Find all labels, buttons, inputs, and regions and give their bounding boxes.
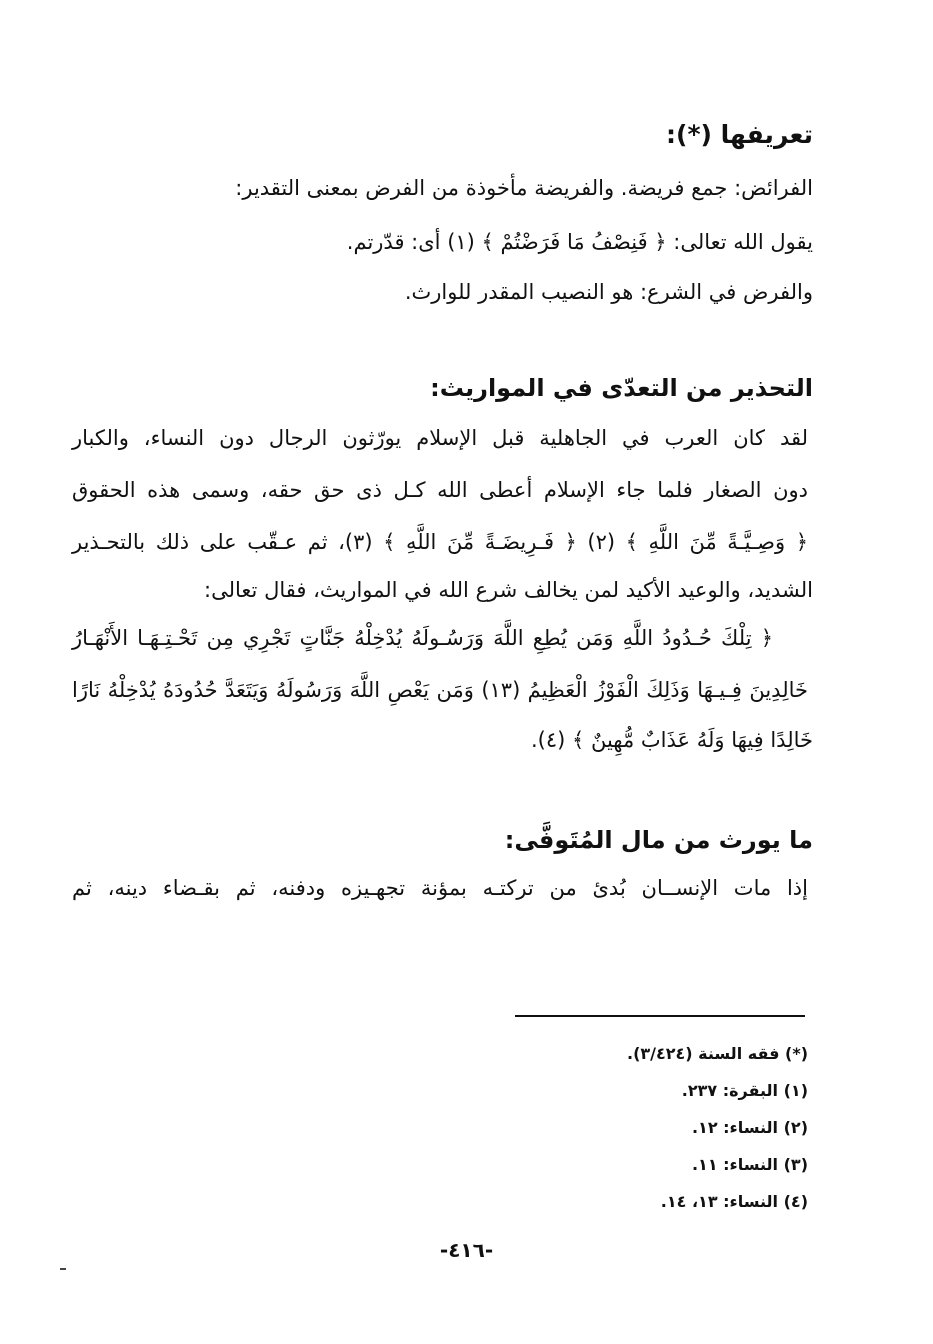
paragraph-line: الشديد، والوعيد الأكيد لمن يخالف شرع الله في المواريث، فقال تعالى: [204, 578, 813, 602]
paragraph-line: ﴿ وَصِـيَّـةً مِّنَ اللَّهِ ﴾ (٢) ﴿ فَـرِيضَـةً مِّنَ اللَّهِ ﴾ (٣)، ثم عـقّب على ذلك بالتحـذير [72, 530, 808, 554]
paragraph-line: يقول الله تعالى: ﴿ فَنِصْفُ مَا فَرَضْتُمْ ﴾ (١) أى: قدّرتم. [346, 230, 813, 254]
scan-mark [60, 1268, 66, 1270]
quran-verse-line: خَالِدِينَ فِـيـهَا وَذَلِكَ الْفَوْزُ الْعَظِيمُ (١٣) وَمَن يَعْصِ اللَّهَ وَرَسُولَهُ وَيَتَعَدَّ حُدُودَهُ يُدْخِلْهُ نَارًا [72, 678, 808, 702]
footnote-separator [515, 1015, 805, 1017]
page-number: -٤١٦- [439, 1238, 494, 1262]
footnote: (*) فقه السنة (٣/٤٢٤). [626, 1044, 808, 1063]
section-heading-warning: التحذير من التعدّى في المواريث: [430, 374, 813, 402]
paragraph-line: والفرض في الشرع: هو النصيب المقدر للوارث. [404, 280, 813, 304]
footnote: (١) البقرة: ٢٣٧. [681, 1081, 808, 1100]
paragraph-line: لقد كان العرب في الجاهلية قبل الإسلام يورّثون الرجال دون النساء، والكبار [72, 426, 808, 450]
quran-verse-line: ﴿ تِلْكَ حُـدُودُ اللَّهِ وَمَن يُطِعِ اللَّهَ وَرَسُـولَهُ يُدْخِلْهُ جَنَّاتٍ تَجْرِي مِن تَحْـتِـهَـا الأَنْهَـارُ [72, 626, 773, 650]
footnote: (٢) النساء: ١٢. [691, 1118, 808, 1137]
footnote: (٤) النساء: ١٣، ١٤. [660, 1192, 808, 1211]
paragraph-line: الفرائض: جمع فريضة. والفريضة مأخوذة من الفرض بمعنى التقدير: [235, 176, 813, 200]
paragraph-line: إذا مات الإنســان بُدئ من تركتـه بمؤنة تجهـيزه ودفنه، ثم بقـضاء دينه، ثم [72, 876, 808, 900]
quran-verse-line: خَالِدًا فِيهَا وَلَهُ عَذَابٌ مُّهِينٌ ﴾ (٤). [530, 728, 813, 752]
paragraph-line: دون الصغار فلما جاء الإسلام أعطى الله كـل ذى حق حقه، وسمى هذه الحقوق [72, 478, 808, 502]
section-heading-inheritable-estate: ما يورث من مال المُتَوفَّى: [504, 826, 813, 854]
footnote: (٣) النساء: ١١. [691, 1155, 808, 1174]
section-heading-definition: تعريفها (*): [666, 120, 813, 149]
